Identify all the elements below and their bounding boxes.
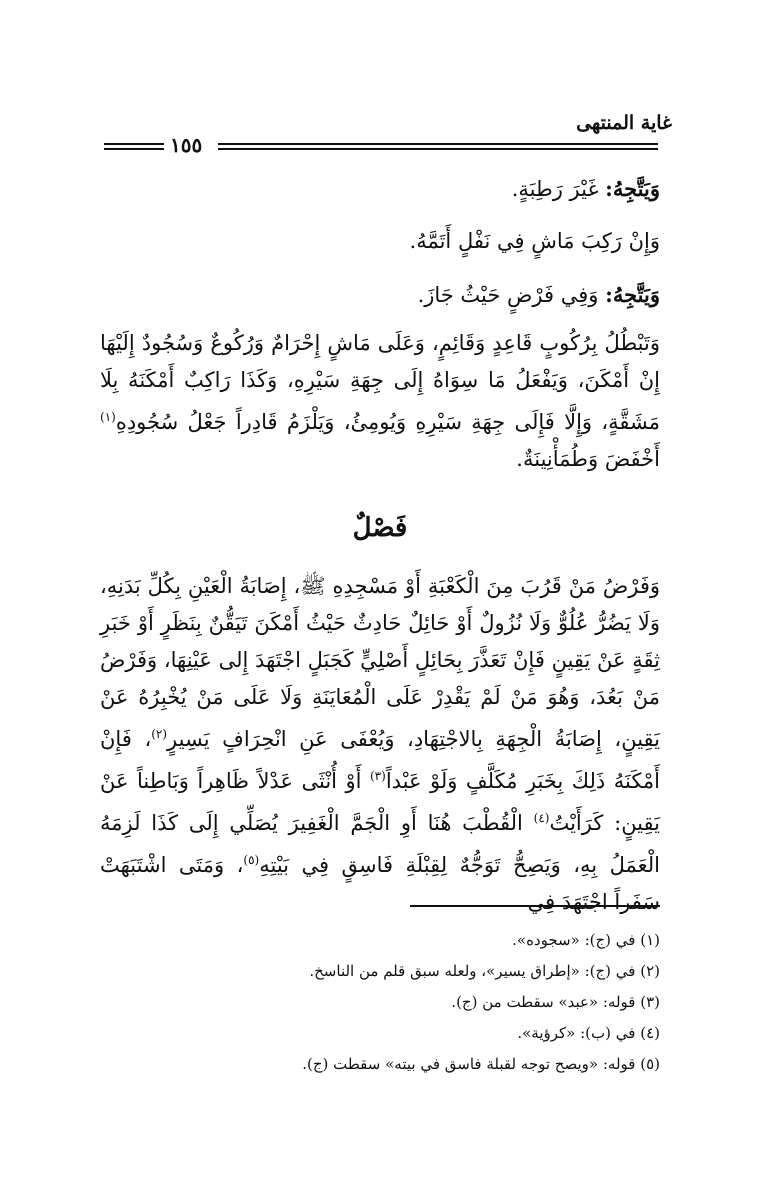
paragraph-1 xyxy=(100,325,660,478)
footnote-4: (٤) في (ب): «كرؤية». xyxy=(517,1024,660,1042)
footnote-ref-1[interactable]: (١) xyxy=(100,410,116,424)
header-rule-short xyxy=(104,143,164,150)
footnote-3: (٣) قوله: «عبد» سقطت من (ج). xyxy=(451,993,660,1011)
header-rule-long xyxy=(218,143,658,150)
footnote-ref-4[interactable]: (٤) xyxy=(533,811,550,825)
footnote-ref-5[interactable]: (٥) xyxy=(243,853,260,867)
page-number: ١٥٥ xyxy=(170,133,203,157)
text-line-1 xyxy=(512,176,660,201)
line-text: وَفِي فَرْضٍ حَيْثُ جَازَ. xyxy=(417,283,606,307)
running-header-title: غاية المنتهى xyxy=(576,112,672,134)
footnote-5: (٥) قوله: «ويصح توجه لقبلة فاسق في بيته» سقطت (ج). xyxy=(302,1055,660,1073)
text-line-2 xyxy=(410,229,660,253)
text-line-3 xyxy=(418,282,660,307)
paragraph-text-end: أَخْفَضَ وَطُمَأْنِينَةٌ. xyxy=(516,447,660,471)
paragraph-text: ، فَإِنْ أَمْكَنَهُ ذَلِكَ بِخَبَرِ مُكَلَّفٍ وَلَوْ عَبْداً xyxy=(100,727,660,793)
footnotes xyxy=(100,925,660,1080)
paragraph-2 xyxy=(100,568,660,921)
footnote-ref-3[interactable]: (٣) xyxy=(369,769,386,783)
paragraph-text: أَوْ أُنْثَى عَدْلاً ظَاهِراً وَبَاطِناً عَنْ يَقِينٍ: كَرَأَيْتُ xyxy=(100,769,660,835)
footnote-2: (٢) في (ج): «إطراق يسير»، ولعله سبق قلم من الناسخ. xyxy=(309,962,660,980)
footnote-separator xyxy=(410,905,660,907)
footnote-1: (١) في (ج): «سجوده». xyxy=(512,931,660,949)
paragraph-text: ، وَمَتَى اشْتَبَهَتْ سَفَراً اجْتَهَدَ فِي xyxy=(100,853,660,914)
line-label: وَيَتَّجِهُ: xyxy=(605,176,660,201)
paragraph-text: وَتَبْطُلُ بِرُكُوبٍ قَاعِدٍ وَقَائِمٍ، وَعَلَى مَاشٍ إِحْرَامٌ وَرُكُوعٌ وَسُجُودٌ إِلَيْهَا إِنْ أَمْكَنَ، وَيَفْعَلُ مَا سِوَاهُ إِلَى جِهَةِ سَيْرِهِ، وَكَذَا رَاكِبٌ أَمْكَنَهُ بِلَا مَشَقَّةٍ، وَإِلَّا فَإِلَى جِهَةِ سَيْرِهِ وَيُومِئُ، وَيَلْزَمُ قَادِراً جَعْلُ سُجُودِهِ xyxy=(100,331,660,434)
paragraph-text: وَفَرْضُ مَنْ قَرُبَ مِنَ الْكَعْبَةِ أَوْ مَسْجِدِهِ ﷺ، إِصَابَةُ الْعَيْنِ بِكُلِّ بَدَنِهِ، وَلَا يَضُرُّ عُلُوٌّ وَلَا نُزُولٌ أَوْ حَائِلٌ حَادِثٌ حَيْثُ أَمْكَنَ تَيَقُّنٌ بِنَظَرٍ أَوْ خَبَرِ ثِقَةٍ عَنْ يَقِينٍ فَإِنْ تَعَذَّرَ بِحَائِلٍ أَصْلِيٍّ كَجَبَلٍ اجْتَهَدَ إِلى عَيْنِهَا، وَفَرْضُ مَنْ بَعُدَ، وَهُوَ مَنْ لَمْ يَقْدِرْ عَلَى الْمُعَايَنَةِ وَلَا عَلَى مَنْ يُخْبِرُهُ عَنْ يَقِينٍ، إِصَابَةُ الْجِهَةِ بِالاجْتِهَادِ، وَيُعْفَى عَنِ انْحِرَافٍ يَسِيرٍ xyxy=(100,574,660,751)
line-text: غَيْرَ رَطِبَةٍ. xyxy=(511,177,606,201)
footnote-ref-2[interactable]: (٢) xyxy=(151,727,168,741)
line-label: وَيَتَّجِهُ: xyxy=(605,282,660,307)
line-text: وَإِنْ رَكِبَ مَاشٍ فِي نَفْلٍ أَتَمَّهُ. xyxy=(409,229,660,253)
paragraph-text: الْقُطْبَ هُنَا أَوِ الْجَمَّ الْغَفِيرَ يُصَلِّي إِلَى كَذَا لَزِمَهُ الْعَمَلُ بِهِ، وَيَصِحُّ تَوَجُّهٌ لِقِبْلَةِ فَاسِقٍ فِي بَيْتِهِ xyxy=(100,811,661,877)
section-heading: فَصْلٌ xyxy=(352,513,408,543)
